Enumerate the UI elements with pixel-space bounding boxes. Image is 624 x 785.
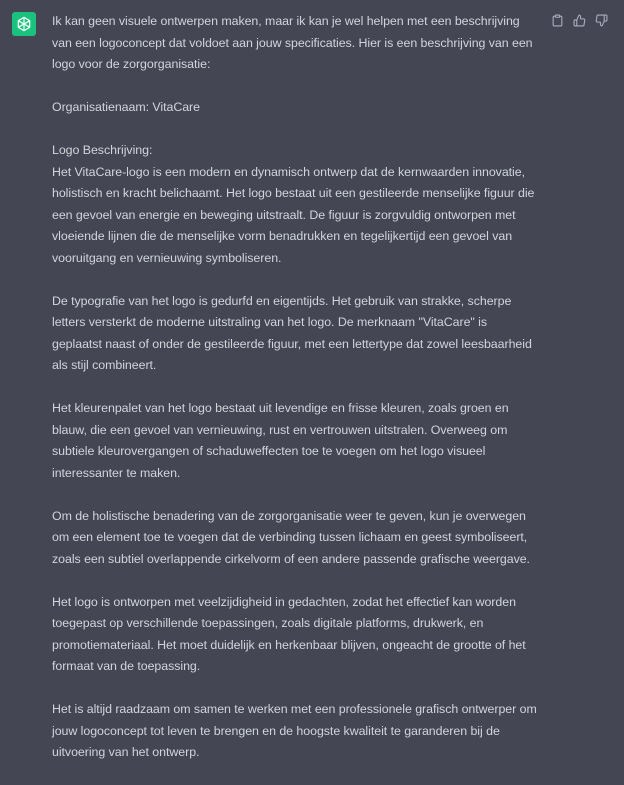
message-paragraph: Het logo is ontworpen met veelzijdigheid in gedachten, zodat het effectief kan worden toegepast op verschillende toepassingen, zoals digitale platforms, drukwerk, en promotiemateriaal. Het moet duidelijk en herkenbaar blijven, ongeacht de grootte of het formaat van de toepassing. bbox=[52, 594, 526, 673]
thumbs-down-button[interactable] bbox=[594, 13, 608, 27]
thumbs-up-icon bbox=[573, 14, 586, 27]
message-paragraph: De typografie van het logo is gedurfd en eigentijds. Het gebruik van strakke, scherpe letters versterkt de moderne uitstraling van het logo. De merknaam "VitaCare" is geplaatst naast of onder de gestileerde figuur, met een lettertype dat zowel leesbaarheid als stijl combineert. bbox=[52, 293, 532, 372]
assistant-avatar bbox=[12, 12, 36, 36]
clipboard-icon bbox=[551, 14, 564, 27]
thumbs-down-icon bbox=[595, 14, 608, 27]
message-paragraph: Om de holistische benadering van de zorgorganisatie weer te geven, kun je overwegen om een element toe te voegen dat de verbinding tussen lichaam en geest symboliseert, zoals een subtiel overlappende cirkelvorm of een andere passende grafische weergave. bbox=[52, 508, 530, 566]
message-actions bbox=[550, 13, 608, 27]
message-content bbox=[52, 11, 540, 785]
message-paragraph: Het kleurenpalet van het logo bestaat uit levendige en frisse kleuren, zoals groen en blauw, die een gevoel van vernieuwing, rust en vertrouwen uitstralen. Overweeg om subtiele kleurovergangen of schaduweffecten toe te voegen om het logo visueel interessanter te maken. bbox=[52, 401, 509, 480]
message-paragraph: Het VitaCare-logo is een modern en dynamisch ontwerp dat de kernwaarden innovatie, holistisch en kracht belichaamt. Het logo bestaat uit een gestileerde menselijke figuur die een gevoel van energie en beweging uitstraalt. De figuur is zorgvuldig ontworpen met vloeiende lijnen die de menselijke vorm benadrukken en tegelijkertijd een gevoel van vooruitgang en vernieuwing symboliseren. bbox=[52, 164, 535, 265]
message-paragraph: Organisatienaam: VitaCare bbox=[52, 100, 200, 114]
message-paragraph: Logo Beschrijving: bbox=[52, 143, 153, 157]
thumbs-up-button[interactable] bbox=[572, 13, 586, 27]
message-paragraph: Ik kan geen visuele ontwerpen maken, maar ik kan je wel helpen met een beschrijving van een logoconcept dat voldoet aan jouw specificaties. Hier is een beschrijving van een logo voor de zorgorganisatie: bbox=[52, 14, 533, 71]
openai-logo-icon bbox=[15, 15, 33, 33]
copy-button[interactable] bbox=[550, 13, 564, 27]
message-paragraph: Het is altijd raadzaam om samen te werken met een professionele grafisch ontwerper om jouw logoconcept tot leven te brengen en de hoogste kwaliteit te garanderen bij de uitvoering van het ontwerp. bbox=[52, 702, 537, 759]
